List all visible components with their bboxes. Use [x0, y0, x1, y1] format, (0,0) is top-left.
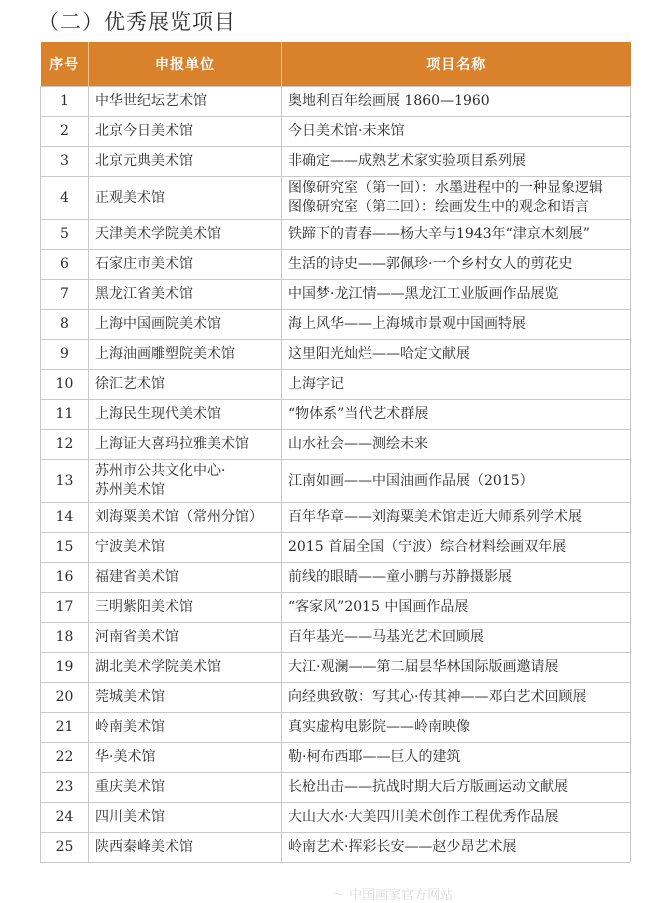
row-project-line: 海上风华——上海城市景观中国画特展	[288, 316, 526, 332]
table-row	[41, 773, 631, 803]
row-unit-line: 岭南美术馆	[95, 719, 165, 735]
row-number: 2	[41, 117, 89, 147]
row-unit-line: 莞城美术馆	[95, 689, 165, 705]
row-project	[282, 533, 631, 563]
row-number: 14	[41, 503, 89, 533]
table-row	[41, 177, 631, 220]
row-project	[282, 713, 631, 743]
row-unit	[89, 803, 282, 833]
row-project	[282, 310, 631, 340]
table-row	[41, 683, 631, 713]
table-row	[41, 400, 631, 430]
row-unit	[89, 370, 282, 400]
row-project-line: 大江·观澜——第二届昙华林国际版画邀请展	[288, 659, 559, 675]
row-project	[282, 503, 631, 533]
row-project-line: 前线的眼睛——童小鹏与苏静摄影展	[288, 569, 512, 585]
row-unit	[89, 773, 282, 803]
header-unit: 申报单位	[89, 42, 282, 87]
row-unit	[89, 653, 282, 683]
row-number: 15	[41, 533, 89, 563]
row-number: 3	[41, 147, 89, 177]
row-number: 1	[41, 87, 89, 117]
row-number: 19	[41, 653, 89, 683]
table-header-row	[41, 42, 631, 87]
row-number: 11	[41, 400, 89, 430]
row-project-line: 中国梦·龙江情——黑龙江工业版画作品展览	[288, 286, 559, 302]
row-project-line: “客家风”2015 中国画作品展	[288, 599, 469, 615]
row-number: 4	[41, 177, 89, 220]
row-project	[282, 743, 631, 773]
row-unit-line: 石家庄市美术馆	[95, 256, 193, 272]
row-project-line: 长枪出击——抗战时期大后方版画运动文献展	[288, 779, 568, 795]
row-project	[282, 87, 631, 117]
table-row	[41, 743, 631, 773]
row-number: 13	[41, 460, 89, 503]
row-project	[282, 280, 631, 310]
row-project	[282, 460, 631, 503]
row-project	[282, 683, 631, 713]
row-unit	[89, 743, 282, 773]
row-project-line: 江南如画——中国油画作品展（2015）	[288, 472, 534, 489]
row-number: 8	[41, 310, 89, 340]
row-project	[282, 563, 631, 593]
table-row	[41, 117, 631, 147]
row-number: 7	[41, 280, 89, 310]
row-number: 5	[41, 220, 89, 250]
row-unit-line: 湖北美术学院美术馆	[95, 659, 221, 675]
row-unit	[89, 280, 282, 310]
row-number: 20	[41, 683, 89, 713]
row-project-line: 勒·柯布西耶——巨人的建筑	[288, 749, 461, 765]
row-project-line: 奥地利百年绘画展 1860—1960	[288, 93, 490, 109]
table-row	[41, 833, 631, 863]
row-unit-line: 正观美术馆	[95, 189, 165, 206]
row-unit	[89, 713, 282, 743]
row-unit	[89, 220, 282, 250]
row-project	[282, 593, 631, 623]
row-unit	[89, 593, 282, 623]
row-number: 18	[41, 623, 89, 653]
table-row	[41, 340, 631, 370]
row-number: 12	[41, 430, 89, 460]
row-unit-line: 刘海粟美术馆（常州分馆）	[95, 509, 263, 525]
table-row	[41, 593, 631, 623]
row-unit-line: 华·美术馆	[95, 749, 156, 765]
table-body	[41, 87, 631, 863]
row-number: 25	[41, 833, 89, 863]
row-unit	[89, 340, 282, 370]
row-project-line: 真实虚构电影院——岭南映像	[288, 719, 470, 735]
row-unit-line: 陕西秦峰美术馆	[95, 839, 193, 855]
row-unit-line: 宁波美术馆	[95, 539, 165, 555]
row-unit-line: 苏州市公共文化中心·	[95, 463, 226, 479]
row-unit-line: 上海民生现代美术馆	[95, 406, 221, 422]
table-row	[41, 623, 631, 653]
row-unit-line: 上海中国画院美术馆	[95, 316, 221, 332]
table-row	[41, 147, 631, 177]
table-row	[41, 503, 631, 533]
row-unit-line: 中华世纪坛艺术馆	[95, 93, 207, 109]
row-project	[282, 803, 631, 833]
table-row	[41, 250, 631, 280]
table-row	[41, 220, 631, 250]
row-unit	[89, 117, 282, 147]
row-unit-line: 四川美术馆	[95, 809, 165, 825]
header-number: 序号	[41, 42, 89, 87]
row-unit-line: 黑龙江省美术馆	[95, 286, 193, 302]
row-project	[282, 430, 631, 460]
row-project-line: 铁蹄下的青春——杨大辛与1943年“津京木刻展”	[288, 226, 590, 242]
row-project	[282, 147, 631, 177]
row-number: 21	[41, 713, 89, 743]
row-unit-line: 上海证大喜玛拉雅美术馆	[95, 436, 249, 452]
row-project	[282, 653, 631, 683]
row-project-line: 向经典致敬：写其心·传其神——邓白艺术回顾展	[288, 689, 587, 705]
table-row	[41, 803, 631, 833]
exhibition-table	[40, 42, 631, 863]
row-project-line: 上海字记	[288, 376, 344, 392]
row-unit	[89, 683, 282, 713]
row-project-line: “物体系”当代艺术群展	[288, 406, 429, 422]
table-row	[41, 280, 631, 310]
row-number: 16	[41, 563, 89, 593]
row-project	[282, 623, 631, 653]
table-row	[41, 310, 631, 340]
row-number: 22	[41, 743, 89, 773]
row-project	[282, 250, 631, 280]
row-unit	[89, 533, 282, 563]
row-unit	[89, 563, 282, 593]
row-unit	[89, 503, 282, 533]
row-project-line: 图像研究室（第一回）：水墨进程中的一种显象逻辑	[288, 180, 603, 196]
table-row	[41, 713, 631, 743]
row-project-line: 图像研究室（第二回）：绘画发生中的观念和语言	[288, 199, 589, 215]
row-unit	[89, 250, 282, 280]
row-unit	[89, 400, 282, 430]
row-unit	[89, 147, 282, 177]
table-row	[41, 563, 631, 593]
row-project	[282, 833, 631, 863]
table-row	[41, 430, 631, 460]
header-project: 项目名称	[282, 42, 631, 87]
row-number: 24	[41, 803, 89, 833]
row-number: 23	[41, 773, 89, 803]
row-project-line: 这里阳光灿烂——哈定文献展	[288, 346, 470, 362]
row-number: 10	[41, 370, 89, 400]
table-row	[41, 460, 631, 503]
row-unit	[89, 430, 282, 460]
row-unit-line: 重庆美术馆	[95, 779, 165, 795]
section-title: （二）优秀展览项目	[38, 10, 236, 34]
table-row	[41, 87, 631, 117]
row-project	[282, 220, 631, 250]
row-project-line: 百年基光——马基光艺术回顾展	[288, 629, 484, 645]
row-project	[282, 177, 631, 220]
row-number: 9	[41, 340, 89, 370]
row-unit-line: 天津美术学院美术馆	[95, 226, 221, 242]
row-project-line: 百年华章——刘海粟美术馆走近大师系列学术展	[288, 509, 582, 525]
row-project-line: 今日美术馆·未来馆	[288, 123, 405, 139]
row-unit-line: 北京元典美术馆	[95, 153, 193, 169]
row-project	[282, 773, 631, 803]
row-unit	[89, 623, 282, 653]
table-row	[41, 370, 631, 400]
row-unit	[89, 87, 282, 117]
row-project-line: 2015 首届全国（宁波）综合材料绘画双年展	[288, 539, 567, 555]
row-project	[282, 117, 631, 147]
row-unit-line: 徐汇艺术馆	[95, 376, 165, 392]
row-unit	[89, 460, 282, 503]
row-unit-line: 福建省美术馆	[95, 569, 179, 585]
row-unit	[89, 833, 282, 863]
watermark: ～ 中国画家官方网站	[332, 888, 454, 903]
table-row	[41, 533, 631, 563]
row-project-line: 大山大水·大美四川美术创作工程优秀作品展	[288, 809, 559, 825]
table-row	[41, 653, 631, 683]
row-unit-line: 北京今日美术馆	[95, 123, 193, 139]
row-unit-line: 上海油画雕塑院美术馆	[95, 346, 235, 362]
row-project	[282, 400, 631, 430]
row-project	[282, 370, 631, 400]
row-project-line: 山水社会——测绘未来	[288, 436, 428, 452]
row-project-line: 岭南艺术·挥彩长安——赵少昂艺术展	[288, 839, 517, 855]
row-unit-line: 河南省美术馆	[95, 629, 179, 645]
row-project-line: 生活的诗史——郭佩珍·一个乡村女人的剪花史	[288, 256, 573, 272]
row-number: 6	[41, 250, 89, 280]
row-unit-line: 三明紫阳美术馆	[95, 599, 193, 615]
row-project	[282, 340, 631, 370]
row-unit	[89, 310, 282, 340]
row-number: 17	[41, 593, 89, 623]
row-unit-line: 苏州美术馆	[95, 482, 165, 498]
row-project-line: 非确定——成熟艺术家实验项目系列展	[288, 153, 526, 169]
row-unit	[89, 177, 282, 220]
